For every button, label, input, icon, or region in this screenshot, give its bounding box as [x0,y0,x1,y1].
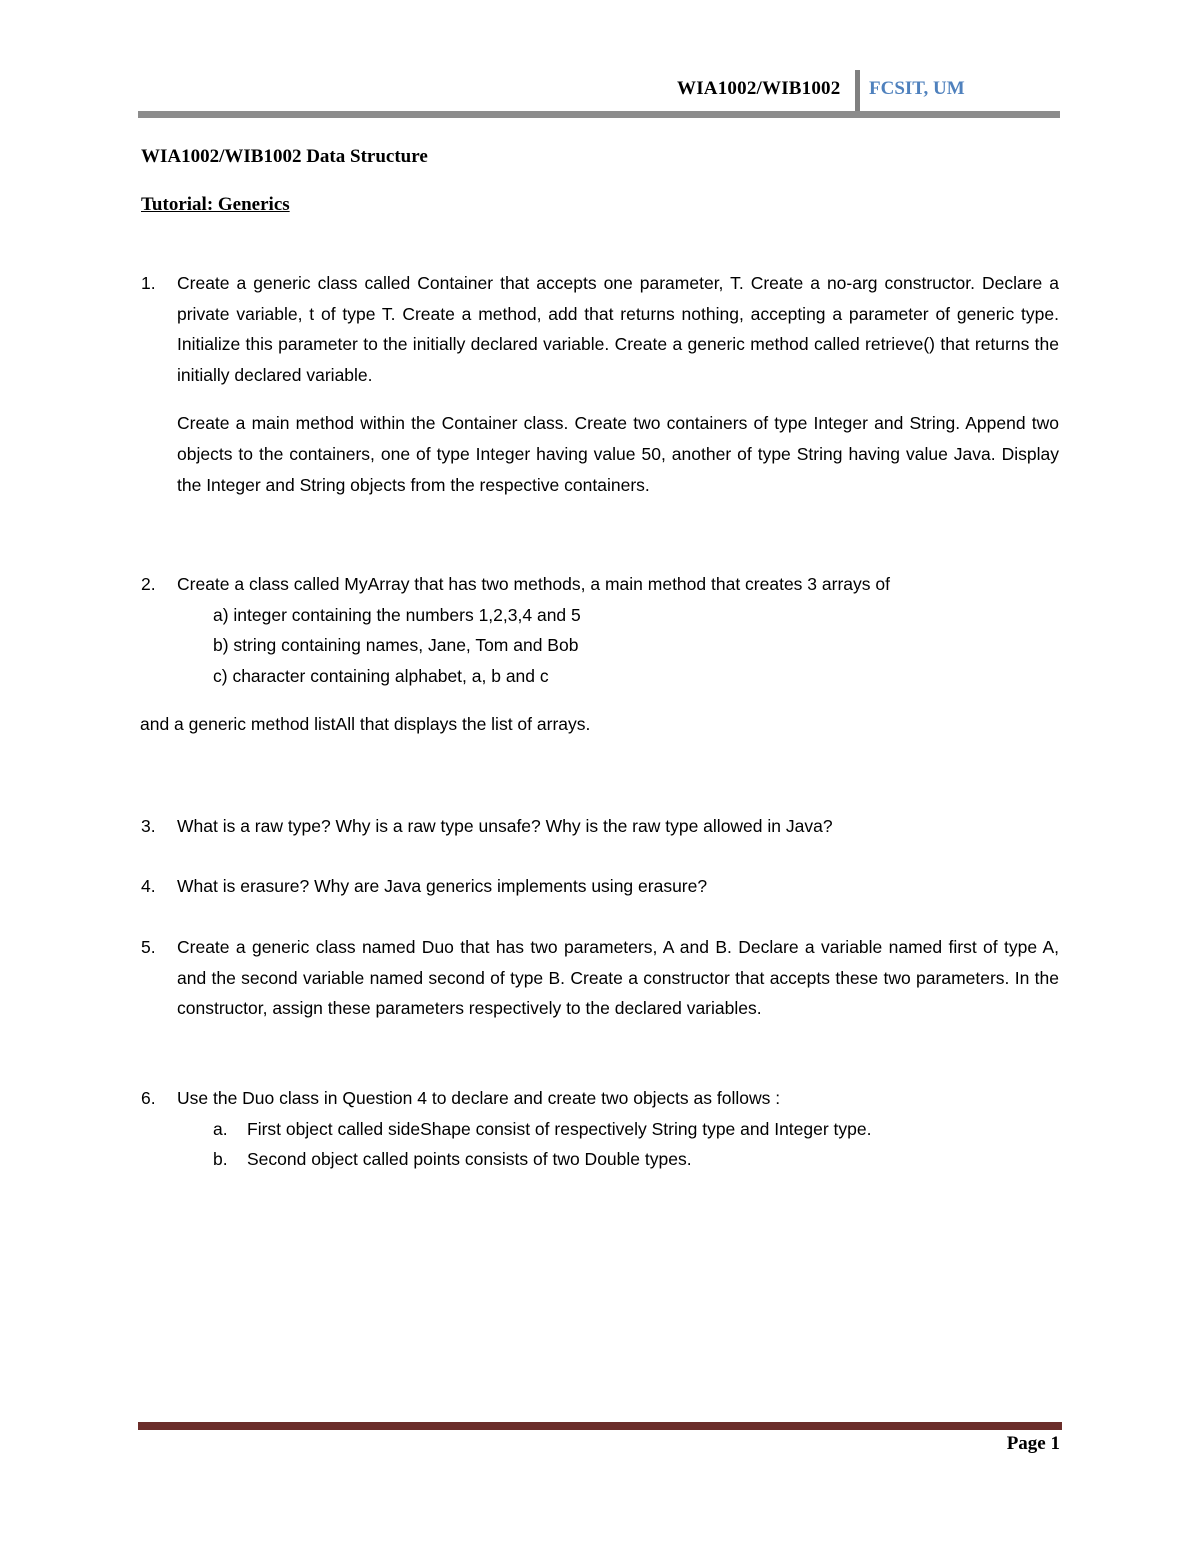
list-item-label: b. [213,1149,228,1170]
list-item-text: Second object called points consists of two Double types. [247,1149,692,1170]
document-subtitle: Tutorial: Generics [141,194,290,215]
question-1 [141,268,1059,500]
question-number: 1. [141,273,156,293]
question-2 [141,569,1059,740]
question-number: 2. [141,574,156,594]
question-1-paragraph-1: Create a generic class called Container that accepts one parameter, T. Create a no-arg constructor. Declare a private variable, t of type T. Create a method, add that returns nothing, accepting a parameter of generic type. Initialize this parameter to the initially declared variable. Create a generic method called retrieve() that returns the initially declared variable. [177,273,1059,385]
question-5 [141,932,1059,1024]
list-item: a) integer containing the numbers 1,2,3,4 and 5 [213,604,581,625]
list-item [177,1114,1059,1145]
question-4-text: What is erasure? Why are Java generics implements using erasure? [177,876,708,896]
header-course-code: WIA1002/WIB1002 [677,78,841,99]
question-number: 6. [141,1088,156,1108]
list-item-label: a. [213,1118,228,1139]
question-2-intro: Create a class called MyArray that has two methods, a main method that creates 3 arrays of [177,574,890,594]
question-6-intro: Use the Duo class in Question 4 to declare and create two objects as follows : [177,1088,781,1108]
page-number: Page 1 [1006,1433,1060,1454]
header-divider [855,70,860,114]
list-item: b) string containing names, Jane, Tom and Bob [213,635,579,656]
question-6 [141,1083,1059,1175]
question-1-paragraph-2: Create a main method within the Container class. Create two containers of type Integer and String. Append two objects to the containers, one of type Integer having value 50, another of type String having value Java. Display the Integer and String objects from the respective containers. [177,413,1059,495]
header-faculty: FCSIT, UM [869,78,965,99]
question-number: 3. [141,816,156,836]
question-number: 4. [141,876,156,896]
question-number: 5. [141,937,156,957]
question-5-text: Create a generic class named Duo that has two parameters, A and B. Declare a variable named first of type A, and the second variable named second of type B. Create a constructor that accepts these two parameters. In the constructor, assign these parameters respectively to the declared variables. [177,937,1059,1019]
question-3 [141,811,1059,842]
question-3-text: What is a raw type? Why is a raw type unsafe? Why is the raw type allowed in Java? [177,816,833,836]
list-item [177,1144,1059,1175]
list-item-text: First object called sideShape consist of respectively String type and Integer type. [247,1118,872,1139]
document-title: WIA1002/WIB1002 Data Structure [141,146,428,167]
question-2-tail: and a generic method listAll that displays the list of arrays. [140,714,591,735]
footer-rule [138,1422,1062,1430]
question-4 [141,871,1059,902]
list-item: c) character containing alphabet, a, b and c [213,665,549,686]
header-rule [138,111,1060,118]
